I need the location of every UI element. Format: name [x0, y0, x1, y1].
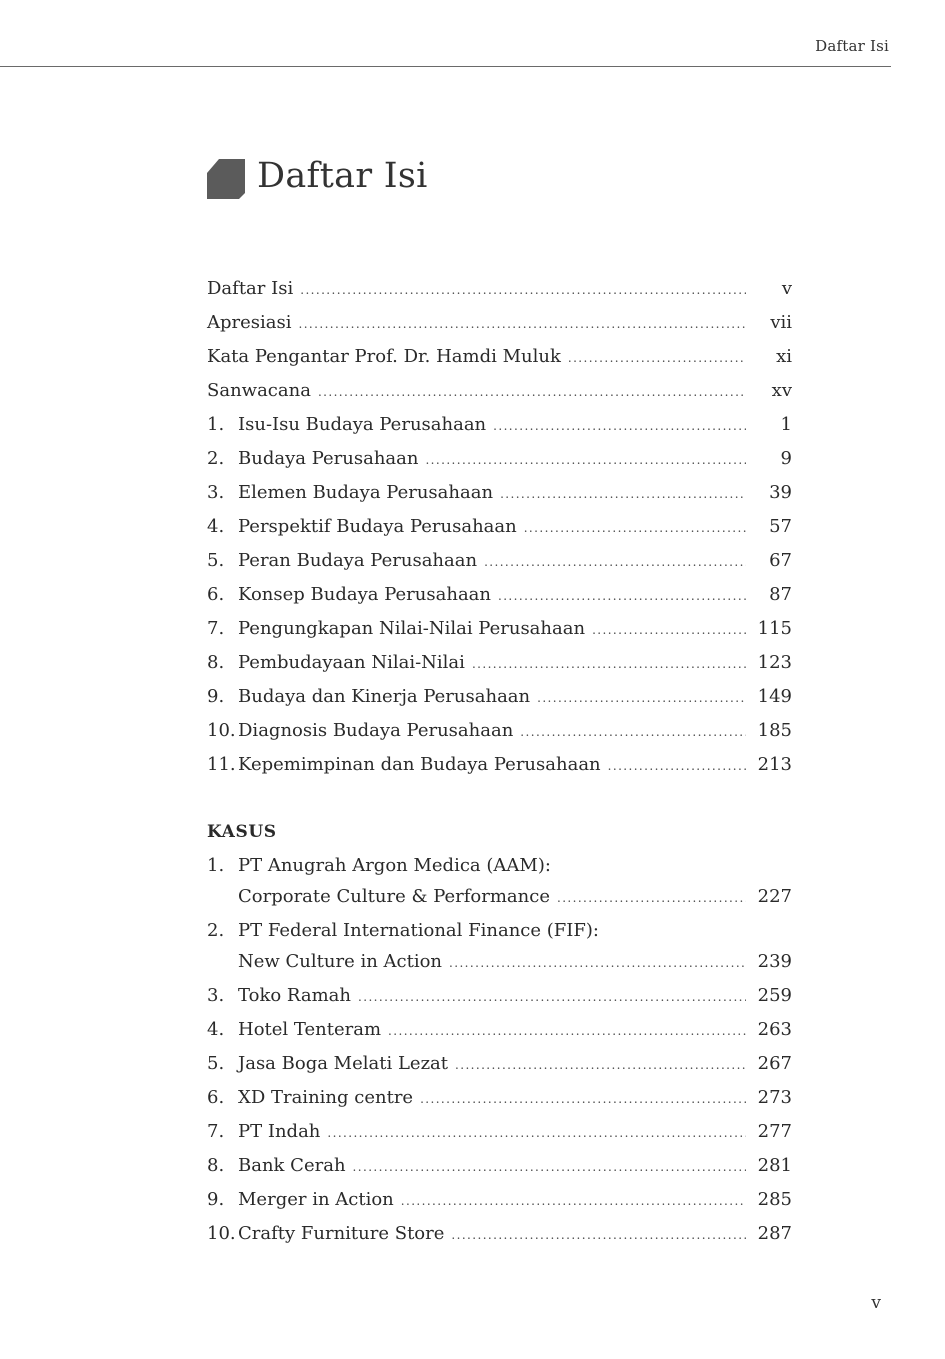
dot-leader — [327, 1116, 746, 1150]
dot-leader — [493, 409, 746, 443]
toc-page-number: 9 — [780, 448, 792, 469]
toc-entry-label: Apresiasi — [207, 312, 292, 333]
dot-leader — [318, 375, 746, 409]
toc-entry-chapter[interactable] — [207, 646, 792, 680]
toc-entry-chapter[interactable] — [207, 748, 792, 782]
toc-page-number: xi — [776, 346, 792, 367]
toc-entry-case[interactable] — [207, 979, 792, 1013]
toc-page-number: 263 — [757, 1019, 792, 1040]
dot-leader — [388, 1014, 746, 1048]
toc-entry-label: Sanwacana — [207, 380, 311, 401]
toc-page-number: 57 — [769, 516, 792, 537]
toc-entry-case[interactable] — [207, 914, 792, 979]
dot-leader — [451, 1218, 746, 1252]
case-number: 6. — [207, 1087, 225, 1108]
title-block — [207, 153, 428, 199]
chapter-number: 9. — [207, 686, 225, 707]
toc-entry-label: Jasa Boga Melati Lezat — [238, 1053, 449, 1074]
dot-leader — [568, 341, 746, 375]
toc-entry-label: Toko Ramah — [238, 985, 352, 1006]
toc-entry-chapter[interactable] — [207, 510, 792, 544]
dot-leader — [592, 613, 746, 647]
case-number: 10. — [207, 1223, 236, 1244]
toc-page-number: v — [781, 278, 792, 299]
cases-section-heading: KASUS — [207, 822, 277, 842]
toc-entry-case[interactable] — [207, 1183, 792, 1217]
chapter-number: 6. — [207, 584, 225, 605]
dot-leader — [420, 1082, 746, 1116]
case-number: 4. — [207, 1019, 225, 1040]
toc-entry-chapter[interactable] — [207, 680, 792, 714]
toc-entry-chapter[interactable] — [207, 612, 792, 646]
toc-page-number: 287 — [757, 1223, 792, 1244]
case-number: 5. — [207, 1053, 225, 1074]
toc-entry-label: XD Training centre — [238, 1087, 414, 1108]
toc-page-number: 227 — [757, 886, 792, 907]
dot-leader — [300, 273, 746, 307]
dot-leader — [449, 946, 746, 980]
toc-page-number: 123 — [757, 652, 792, 673]
dot-leader — [520, 715, 746, 749]
dot-leader — [484, 545, 746, 579]
toc-page-number: 67 — [769, 550, 792, 571]
title-bullet-icon — [207, 159, 245, 199]
toc-entry-label: Budaya Perusahaan — [238, 448, 419, 469]
toc-entry-label: Pengungkapan Nilai-Nilai Perusahaan — [238, 618, 586, 639]
header-rule — [0, 66, 891, 67]
toc-entry-case[interactable] — [207, 1217, 792, 1251]
case-number: 7. — [207, 1121, 225, 1142]
toc-entry-label: Pembudayaan Nilai-Nilai — [238, 652, 465, 673]
toc-entry-label: Corporate Culture & Performance — [238, 886, 550, 907]
toc-page-number: 277 — [757, 1121, 792, 1142]
toc-entry-case[interactable] — [207, 1115, 792, 1149]
toc-page-number: xv — [771, 380, 792, 401]
page-folio: v — [871, 1293, 881, 1313]
toc-page-number: 87 — [769, 584, 792, 605]
toc-entry-chapter[interactable] — [207, 476, 792, 510]
case-number: 9. — [207, 1189, 225, 1210]
toc-entry-label: Daftar Isi — [207, 278, 294, 299]
toc-entry-label: Konsep Budaya Perusahaan — [238, 584, 491, 605]
dot-leader — [425, 443, 746, 477]
toc-entry-chapter[interactable] — [207, 442, 792, 476]
dot-leader — [537, 681, 746, 715]
case-number: 2. — [207, 920, 225, 941]
toc-entry-title-line: PT Anugrah Argon Medica (AAM): — [238, 855, 551, 876]
toc-page-number: 259 — [757, 985, 792, 1006]
toc-entry-label: Crafty Furniture Store — [238, 1223, 445, 1244]
dot-leader — [472, 647, 746, 681]
toc-page-number: 281 — [757, 1155, 792, 1176]
toc-entry-label: Bank Cerah — [238, 1155, 346, 1176]
toc-page-number: 1 — [780, 414, 792, 435]
toc-entry-chapter[interactable] — [207, 714, 792, 748]
dot-leader — [455, 1048, 746, 1082]
page-title: Daftar Isi — [257, 156, 428, 196]
toc-page-number: 239 — [757, 951, 792, 972]
running-head: Daftar Isi — [815, 37, 889, 55]
chapter-number: 5. — [207, 550, 225, 571]
toc-entry-label: Peran Budaya Perusahaan — [238, 550, 478, 571]
case-number: 8. — [207, 1155, 225, 1176]
toc-entry-title-line: PT Federal International Finance (FIF): — [238, 920, 599, 941]
toc-page-number: 213 — [757, 754, 792, 775]
toc-entry-label: Hotel Tenteram — [238, 1019, 382, 1040]
toc-entry-label: Kata Pengantar Prof. Dr. Hamdi Muluk — [207, 346, 561, 367]
toc-entry-chapter[interactable] — [207, 544, 792, 578]
chapter-number: 8. — [207, 652, 225, 673]
toc-page-number: 185 — [757, 720, 792, 741]
toc-page-number: 285 — [757, 1189, 792, 1210]
toc-page-number: 267 — [757, 1053, 792, 1074]
toc-page-number: 149 — [757, 686, 792, 707]
toc-entry-label: Perspektif Budaya Perusahaan — [238, 516, 517, 537]
chapter-number: 7. — [207, 618, 225, 639]
toc-entry-label: Budaya dan Kinerja Perusahaan — [238, 686, 531, 707]
toc-entry-chapter[interactable] — [207, 408, 792, 442]
dot-leader — [524, 511, 746, 545]
toc-entry-front-matter[interactable] — [207, 374, 792, 408]
chapter-number: 2. — [207, 448, 225, 469]
dot-leader — [557, 881, 746, 915]
toc-page-number: vii — [770, 312, 792, 333]
toc-page-number: 115 — [757, 618, 792, 639]
chapter-number: 3. — [207, 482, 225, 503]
toc-entry-label: Merger in Action — [238, 1189, 394, 1210]
dot-leader — [608, 749, 746, 783]
toc-entry-label: PT Indah — [238, 1121, 321, 1142]
chapter-number: 1. — [207, 414, 225, 435]
toc-entry-case[interactable] — [207, 1081, 792, 1115]
toc-entry-case[interactable] — [207, 849, 792, 914]
toc-entry-label: New Culture in Action — [238, 951, 443, 972]
toc-page-number: 39 — [769, 482, 792, 503]
toc-entry-case[interactable] — [207, 1047, 792, 1081]
dot-leader — [498, 579, 746, 613]
toc-entry-front-matter[interactable] — [207, 306, 792, 340]
toc-entry-chapter[interactable] — [207, 578, 792, 612]
toc-entry-front-matter[interactable] — [207, 340, 792, 374]
toc-page-number: 273 — [757, 1087, 792, 1108]
toc-entry-label: Diagnosis Budaya Perusahaan — [238, 720, 514, 741]
case-number: 1. — [207, 855, 225, 876]
dot-leader — [401, 1184, 746, 1218]
dot-leader — [358, 980, 746, 1014]
dot-leader — [299, 307, 747, 341]
toc-entry-label: Isu-Isu Budaya Perusahaan — [238, 414, 487, 435]
dot-leader — [500, 477, 746, 511]
chapter-number: 4. — [207, 516, 225, 537]
case-number: 3. — [207, 985, 225, 1006]
chapter-number: 10. — [207, 720, 236, 741]
table-of-contents — [207, 272, 792, 1251]
toc-entry-case[interactable] — [207, 1013, 792, 1047]
toc-entry-label: Elemen Budaya Perusahaan — [238, 482, 494, 503]
toc-entry-case[interactable] — [207, 1149, 792, 1183]
toc-entry-label: Kepemimpinan dan Budaya Perusahaan — [238, 754, 601, 775]
toc-entry-front-matter[interactable] — [207, 272, 792, 306]
chapter-number: 11. — [207, 754, 236, 775]
dot-leader — [353, 1150, 746, 1184]
